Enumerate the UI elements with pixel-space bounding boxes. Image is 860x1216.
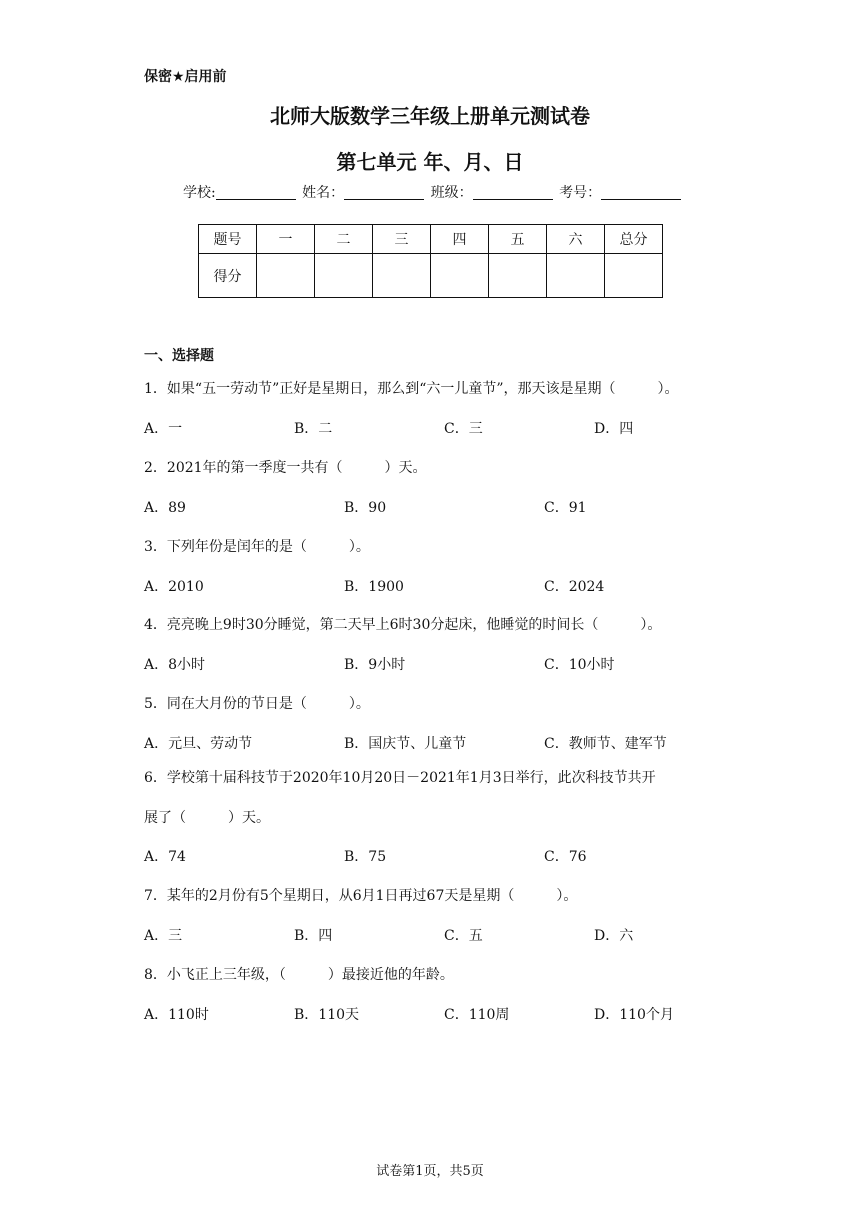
question-3: 3．下列年份是闰年的是（ ）。	[144, 539, 370, 555]
class-label: 班级：	[430, 185, 473, 201]
score-cell[interactable]	[605, 254, 663, 298]
question-8: 8．小飞正上三年级，（ ）最接近他的年龄。	[144, 967, 454, 983]
page-footer: 试卷第1页，共5页	[376, 1164, 484, 1179]
class-field[interactable]	[473, 185, 553, 200]
question-7: 7．某年的2月份有5个星期日，从6月1日再过67天是星期（ ）。	[144, 888, 578, 904]
question-1-option-c[interactable]: C．三	[444, 421, 483, 437]
question-6-continued: 展了（ ）天。	[144, 810, 270, 826]
school-label: 学校:	[183, 185, 216, 201]
question-7-option-c[interactable]: C．五	[444, 928, 483, 944]
score-table-header-cell: 总分	[605, 225, 663, 254]
question-7-option-b[interactable]: B．四	[294, 928, 333, 944]
question-6: 6．学校第十届科技节于2020年10月20日－2021年1月3日举行，此次科技节共开	[144, 770, 656, 786]
question-4-option-a[interactable]: A．8小时	[144, 657, 206, 673]
name-label: 姓名：	[302, 185, 345, 201]
question-4: 4．亮亮晚上9时30分睡觉，第二天早上6时30分起床，他睡觉的时间长（ ）。	[144, 617, 662, 633]
question-2-option-a[interactable]: A．89	[144, 500, 186, 516]
score-table-header-cell: 五	[489, 225, 547, 254]
section-title: 一、选择题	[144, 348, 214, 364]
question-1-option-d[interactable]: D．四	[594, 421, 634, 437]
question-5: 5．同在大月份的节日是（ ）。	[144, 696, 370, 712]
question-1-option-a[interactable]: A．一	[144, 421, 183, 437]
question-2-option-c[interactable]: C．91	[544, 500, 587, 516]
unit-title: 第七单元 年、月、日	[336, 150, 524, 174]
score-cell[interactable]	[547, 254, 605, 298]
question-7-option-d[interactable]: D．六	[594, 928, 634, 944]
score-cell[interactable]	[489, 254, 547, 298]
question-2-option-b[interactable]: B．90	[344, 500, 387, 516]
exam-title: 北师大版数学三年级上册单元测试卷	[270, 104, 590, 128]
exam-number-field[interactable]	[601, 185, 681, 200]
question-6-option-c[interactable]: C．76	[544, 849, 587, 865]
question-8-option-a[interactable]: A．110时	[144, 1007, 209, 1023]
score-cell[interactable]	[315, 254, 373, 298]
score-table-header-cell: 六	[547, 225, 605, 254]
question-1: 1．如果“五一劳动节”正好是星期日，那么到“六一儿童节”，那天该是星期（ ）。	[144, 381, 679, 397]
question-3-option-a[interactable]: A．2010	[144, 579, 204, 595]
question-8-option-b[interactable]: B．110天	[294, 1007, 360, 1023]
score-table-header-cell: 一	[257, 225, 315, 254]
score-table-score-row	[199, 254, 663, 298]
score-table-header-cell: 二	[315, 225, 373, 254]
name-field[interactable]	[344, 185, 424, 200]
question-4-option-c[interactable]: C．10小时	[544, 657, 615, 673]
score-cell[interactable]	[257, 254, 315, 298]
question-3-option-b[interactable]: B．1900	[344, 579, 404, 595]
score-table	[198, 224, 663, 298]
score-table-header-cell: 三	[373, 225, 431, 254]
question-5-option-b[interactable]: B．国庆节、儿童节	[344, 736, 467, 752]
question-7-option-a[interactable]: A．三	[144, 928, 183, 944]
question-2: 2．2021年的第一季度一共有（ ）天。	[144, 460, 427, 476]
score-cell[interactable]	[373, 254, 431, 298]
score-table-header-cell: 题号	[199, 225, 257, 254]
question-1-option-b[interactable]: B．二	[294, 421, 333, 437]
question-4-option-b[interactable]: B．9小时	[344, 657, 406, 673]
question-6-option-a[interactable]: A．74	[144, 849, 186, 865]
question-6-option-b[interactable]: B．75	[344, 849, 387, 865]
school-field[interactable]	[216, 185, 296, 200]
question-8-option-c[interactable]: C．110周	[444, 1007, 510, 1023]
score-table-header-row	[199, 225, 663, 254]
student-info-row	[183, 182, 683, 202]
question-5-option-a[interactable]: A．元旦、劳动节	[144, 736, 253, 752]
question-8-option-d[interactable]: D．110个月	[594, 1007, 674, 1023]
score-cell[interactable]	[431, 254, 489, 298]
exam-number-label: 考号：	[559, 185, 602, 201]
question-3-option-c[interactable]: C．2024	[544, 579, 605, 595]
score-table-header-cell: 四	[431, 225, 489, 254]
score-row-label: 得分	[199, 254, 257, 298]
confidential-label: 保密★启用前	[144, 69, 227, 85]
question-5-option-c[interactable]: C．教师节、建军节	[544, 736, 667, 752]
